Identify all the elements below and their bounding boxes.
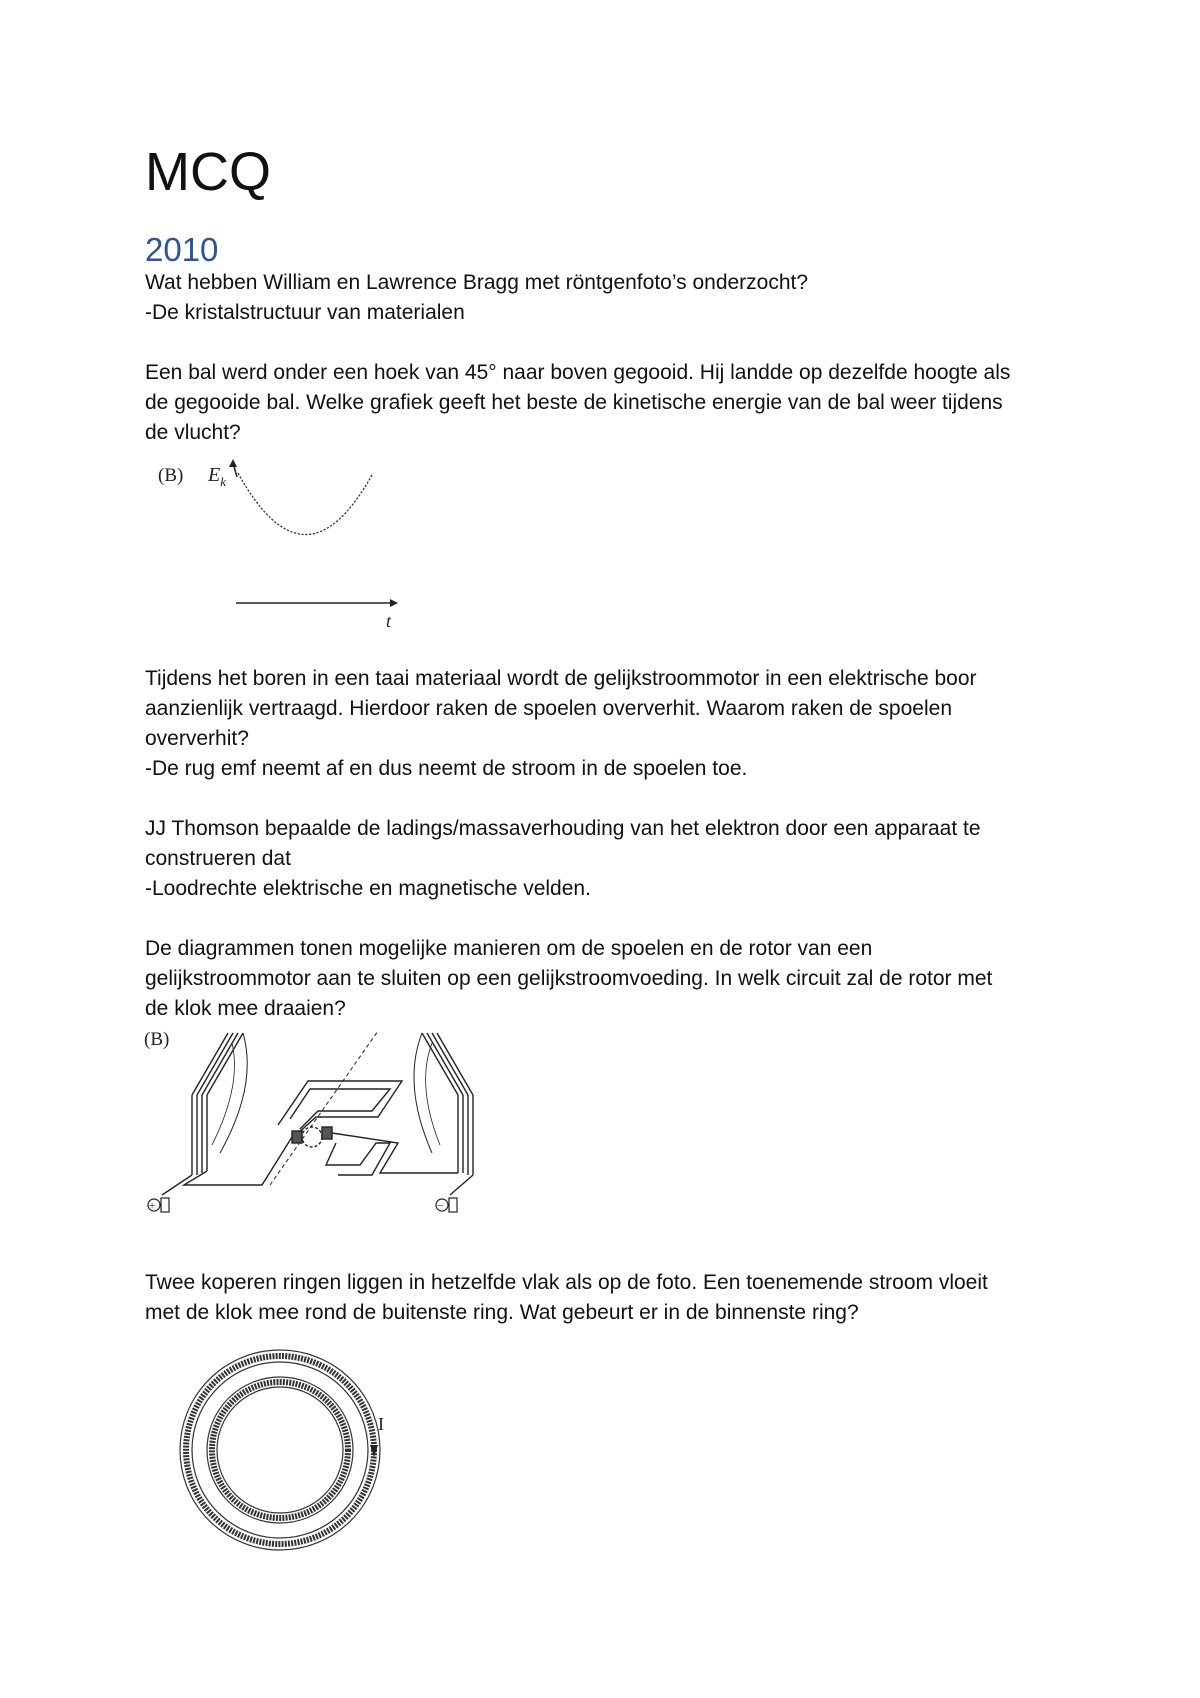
question-text: Twee koperen ringen liggen in hetzelfde vlak als op de foto. Een toenemende stroom vloeit <box>145 1271 988 1294</box>
kinetic-energy-graph <box>140 455 420 630</box>
y-axis-label: $E_k$ <box>208 464 226 489</box>
commutator <box>292 1127 332 1147</box>
question-4 <box>145 814 1075 904</box>
inner-ring <box>212 1382 348 1518</box>
question-text: gelijkstroommotor aan te sluiten op een gelijkstroomvoeding. In welk circuit zal de rotor met <box>145 967 993 990</box>
current-label: I <box>378 1414 384 1434</box>
rotor-coil <box>278 1081 402 1175</box>
y-axis-arrowhead <box>229 459 237 467</box>
question-text: construeren dat <box>145 847 291 870</box>
question-text: de klok mee draaien? <box>145 997 346 1020</box>
answer-text: -Loodrechte elektrische en magnetische velden. <box>145 877 591 900</box>
question-text: oververhit? <box>145 727 249 750</box>
question-text: met de klok mee rond de buitenste ring. Wat gebeurt er in de binnenste ring? <box>145 1301 859 1324</box>
question-text: de vlucht? <box>145 421 241 444</box>
question-3 <box>145 664 1075 784</box>
left-field-coil <box>192 1033 247 1175</box>
positive-terminal <box>148 1198 169 1212</box>
outer-ring-inner-edge <box>192 1362 368 1538</box>
svg-text:−: − <box>437 1200 444 1212</box>
question-text: De diagrammen tonen mogelijke manieren om de spoelen en de rotor van een <box>145 937 873 960</box>
dc-motor-diagram <box>140 1025 485 1215</box>
x-axis-arrowhead <box>390 599 398 607</box>
question-6 <box>145 1268 1075 1328</box>
question-2 <box>145 358 1075 448</box>
option-label: (B) <box>158 465 184 486</box>
question-5 <box>145 934 1075 1024</box>
inner-ring-inner-edge <box>217 1387 343 1513</box>
answer-text: -De rug emf neemt af en dus neemt de stroom in de spoelen toe. <box>145 757 748 780</box>
answer-text: -De kristalstructuur van materialen <box>145 301 465 324</box>
question-text: Wat hebben William en Lawrence Bragg met röntgenfoto’s onderzocht? <box>145 271 809 294</box>
inner-ring-edge <box>207 1377 353 1523</box>
question-text: aanzienlijk vertraagd. Hierdoor raken de spoelen oververhit. Waarom raken de spoelen <box>145 697 952 720</box>
wire-left-to-brush <box>184 1137 292 1185</box>
question-text: Tijdens het boren in een taai materiaal wordt de gelijkstroommotor in een elektrische boor <box>145 667 977 690</box>
negative-terminal <box>436 1198 457 1212</box>
question-text: JJ Thomson bepaalde de ladings/massaverhouding van het elektron door een apparaat te <box>145 817 981 840</box>
page-title: MCQ <box>145 142 271 202</box>
copper-rings-figure <box>175 1345 405 1560</box>
right-field-coil <box>414 1033 473 1175</box>
energy-curve <box>238 473 372 535</box>
svg-text:+: + <box>149 1200 156 1212</box>
x-axis-label: t <box>386 611 392 630</box>
question-text: de gegooide bal. Welke grafiek geeft het beste de kinetische energie van de bal weer tijdens <box>145 391 1003 414</box>
section-year: 2010 <box>145 231 219 268</box>
wire-right <box>450 1175 473 1195</box>
wire-right-to-brush <box>332 1133 458 1173</box>
option-label: (B) <box>144 1029 170 1050</box>
question-text: Een bal werd onder een hoek van 45° naar boven gegooid. Hij landde op dezelfde hoogte als <box>145 361 1011 384</box>
question-1 <box>145 268 1075 328</box>
